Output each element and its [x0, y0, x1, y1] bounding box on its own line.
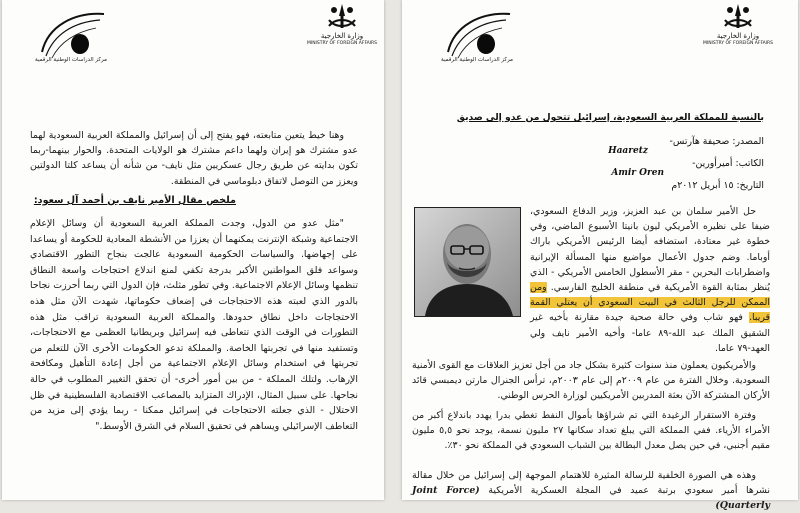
- quote-heading: ملخص مقال الأمير نايف بن أحمد آل سعود:: [33, 195, 236, 206]
- source-line: [670, 136, 764, 147]
- intro-paragraph: [30, 128, 358, 189]
- portrait-photo-icon: [415, 208, 520, 316]
- source-latin: Haaretz: [608, 146, 648, 156]
- paragraph-2-text: والأمريكيون يعملون منذ سنوات كثيرة بشكل جاد من أجل تعزيز العلاقات مع القوى الأمنية السعودية. وخلال الفترة من عام ٢٠٠٩م إلى عام ٢٠٠٣م، ترأس الجنرال مارتن ديمبسي قائد الأركان المشتركة الآن بعثة المدربين الأمريكيين لوزارة الحرس الوطني.: [412, 360, 770, 401]
- paragraph-2: [412, 358, 770, 403]
- intro-paragraph-text: وهنا خيط يتعين متابعته، فهو يفتح إلى أن إسرائيل والمملكة العربية السعودية لهما عدو مشترك هو إيران ولهما داعم مشترك هو الولايات المتحدة. والحوار بينهما-ربما تكون بدايته عن طريق رجال عسكريين مثل نايف- من شأنه أن يساعد كلتا الدولتين ويعزز من التوصل لاتفاق دبلوماسي في المنطقة.: [30, 130, 358, 187]
- ministry-caption: وزارة الخارجية: [716, 32, 760, 40]
- ministry-emblem-icon: [721, 2, 755, 32]
- ministry-caption-en: MINISTRY OF FOREIGN AFFAIRS: [306, 41, 378, 46]
- institute-logo: [441, 8, 514, 64]
- ministry-emblem-icon: [325, 2, 359, 32]
- date-line: التاريخ: ١٥ أبريل ٢٠١٢م: [671, 180, 764, 191]
- quote-paragraph-text: "مثل عدو من الدول، وجدت المملكة العربية السعودية أن وسائل الإعلام الاجتماعية وشبكة الإنترنت يمكنهما أن يعززا من الأنشطة المعادية للحكومة أو يساعدا على إجهاضها. والسياسات الحكومية السعودية عالجت بنجاح التطور الاقتصادي وسواعد فلق المواطنين الأكبر بدرجة تكفي لمنع اندلاع احتجاجات واسعة النطاق تنظمها وسائل الإعلام الاجتماعية. وفي تطور مثلث، فإن الدول التي ربما أحرزت نجاحا بالدور الذي لعبته هذه الاحتجاجات في إضعاف حكوماتها، شهدت الآن مثل هذه الاحتجاجات داخل نطاق حدودها. والمملكة العربية السعودية تراقب مثل هذه التطورات في الوقت الذي تتعاطى فيه إسرائيل وبريطانيا العظمى مع الاحتجاجات، وتستفيد منها في تجربتها الخاصة. والمملكة تدعو الحكومات الأخرى الآن للتعلم من تجربتها في استخدام وسائل الإعلام الاجتماعية من أجل إعادة التأهيل ومكافحة الإرهاب. ولتلك المملكة - من بين أمور أخرى- أن تحقق التغيير المطلوب في حالة نجاحها. على سبيل المثال، الإدراك المتزايد بالمصاعب الاقتصادية الفلسطينية في ظل الاحتلال - الذي جعلته الاحتجاجات في إسرائيل ممكنا - ربما يؤدي إلى مزيد من التعاطف الإسرائيلي ويساهم في تحقيق السلام في الشرق الأوسط.": [30, 218, 358, 432]
- source-label: المصدر: صحيفة هآرتس-: [669, 136, 764, 147]
- ministry-seal: [702, 2, 774, 50]
- document-page-left: [2, 0, 384, 500]
- journal-name: (Joint Force Quarterly): [412, 485, 770, 511]
- institute-logo: [35, 8, 108, 64]
- institute-swoosh-icon: [38, 8, 108, 58]
- author-latin: Amir Oren: [611, 168, 664, 178]
- institute-caption: مركز الدراسات الوطنية الرقمية: [35, 57, 107, 63]
- paragraph-1: [530, 204, 770, 356]
- author-line: الكاتب: أميرأورين-: [692, 158, 764, 169]
- paragraph-1-start: حل الأمير سلمان بن عبد العزيز، وزير الدفاع السعودي، ضيفا على نظيره الأمريكي ليون بانيتا الأسبوع الماضي، وفي خطوة غير معتادة، استضافه أيضا الرئيس الأمريكي باراك أوباما. وضم جدول الأعمال مواضيع منها المسألة الإيرانية واضطرابات البحرين - مقر الأسطول الخامس الأمريكي - الذي يُنظر بمثابة القوة الأمريكية في منطقة الخليج الفارسي.: [530, 206, 770, 294]
- paragraph-4: [412, 468, 770, 513]
- highlighted-sentence: ومن الممكن للرجل الثالث في البيت السعودي أن يعتلي القمة قريبا.: [530, 282, 770, 324]
- document-page-right: [402, 0, 798, 511]
- ministry-caption: وزارة الخارجية: [320, 32, 364, 40]
- paragraph-3-text: وفترة الاستقرار الرغيدة التي تم شراؤها بأموال النفط تغطي بدرا يهدد باندلاع أكبر من الأمراء الأرياء. ففي المملكة التي يبلغ تعداد سكانها ٢٧ مليون نسمة، يوجد نحو ٥,٥ مليون مقيم أجنبي، في حين يصل معدل البطالة بين الشباب السعودي في المملكة نحو ٣٠٪.: [412, 410, 771, 451]
- paragraph-3: [412, 408, 770, 453]
- author-portrait: [414, 207, 521, 317]
- ministry-caption-en: MINISTRY OF FOREIGN AFFAIRS: [702, 41, 774, 46]
- institute-caption: مركز الدراسات الوطنية الرقمية: [441, 57, 513, 63]
- paragraph-1-end: فهو شاب وفي حالة صحية جيدة مقارنة بأخيه غير الشقيق الملك عبد الله-٨٩ عاما- وأخيه الأمير نايف ولي العهد-٧٩ عاما.: [530, 312, 770, 354]
- article-title: بالنسبة للمملكة العربية السعودية، إسرائيل تتحول من عدو إلى صديق: [456, 112, 764, 123]
- quote-paragraph: [30, 216, 358, 434]
- institute-swoosh-icon: [444, 8, 514, 58]
- ministry-seal: [306, 2, 378, 50]
- paragraph-4-text: وهذه هي الصورة الخلفية للرسالة المثيرة للاهتمام الموجهة إلى إسرائيل من خلال مقالة نشرها أمير سعودي برتبة عميد في المجلة العسكرية الأمريكية: [412, 470, 770, 496]
